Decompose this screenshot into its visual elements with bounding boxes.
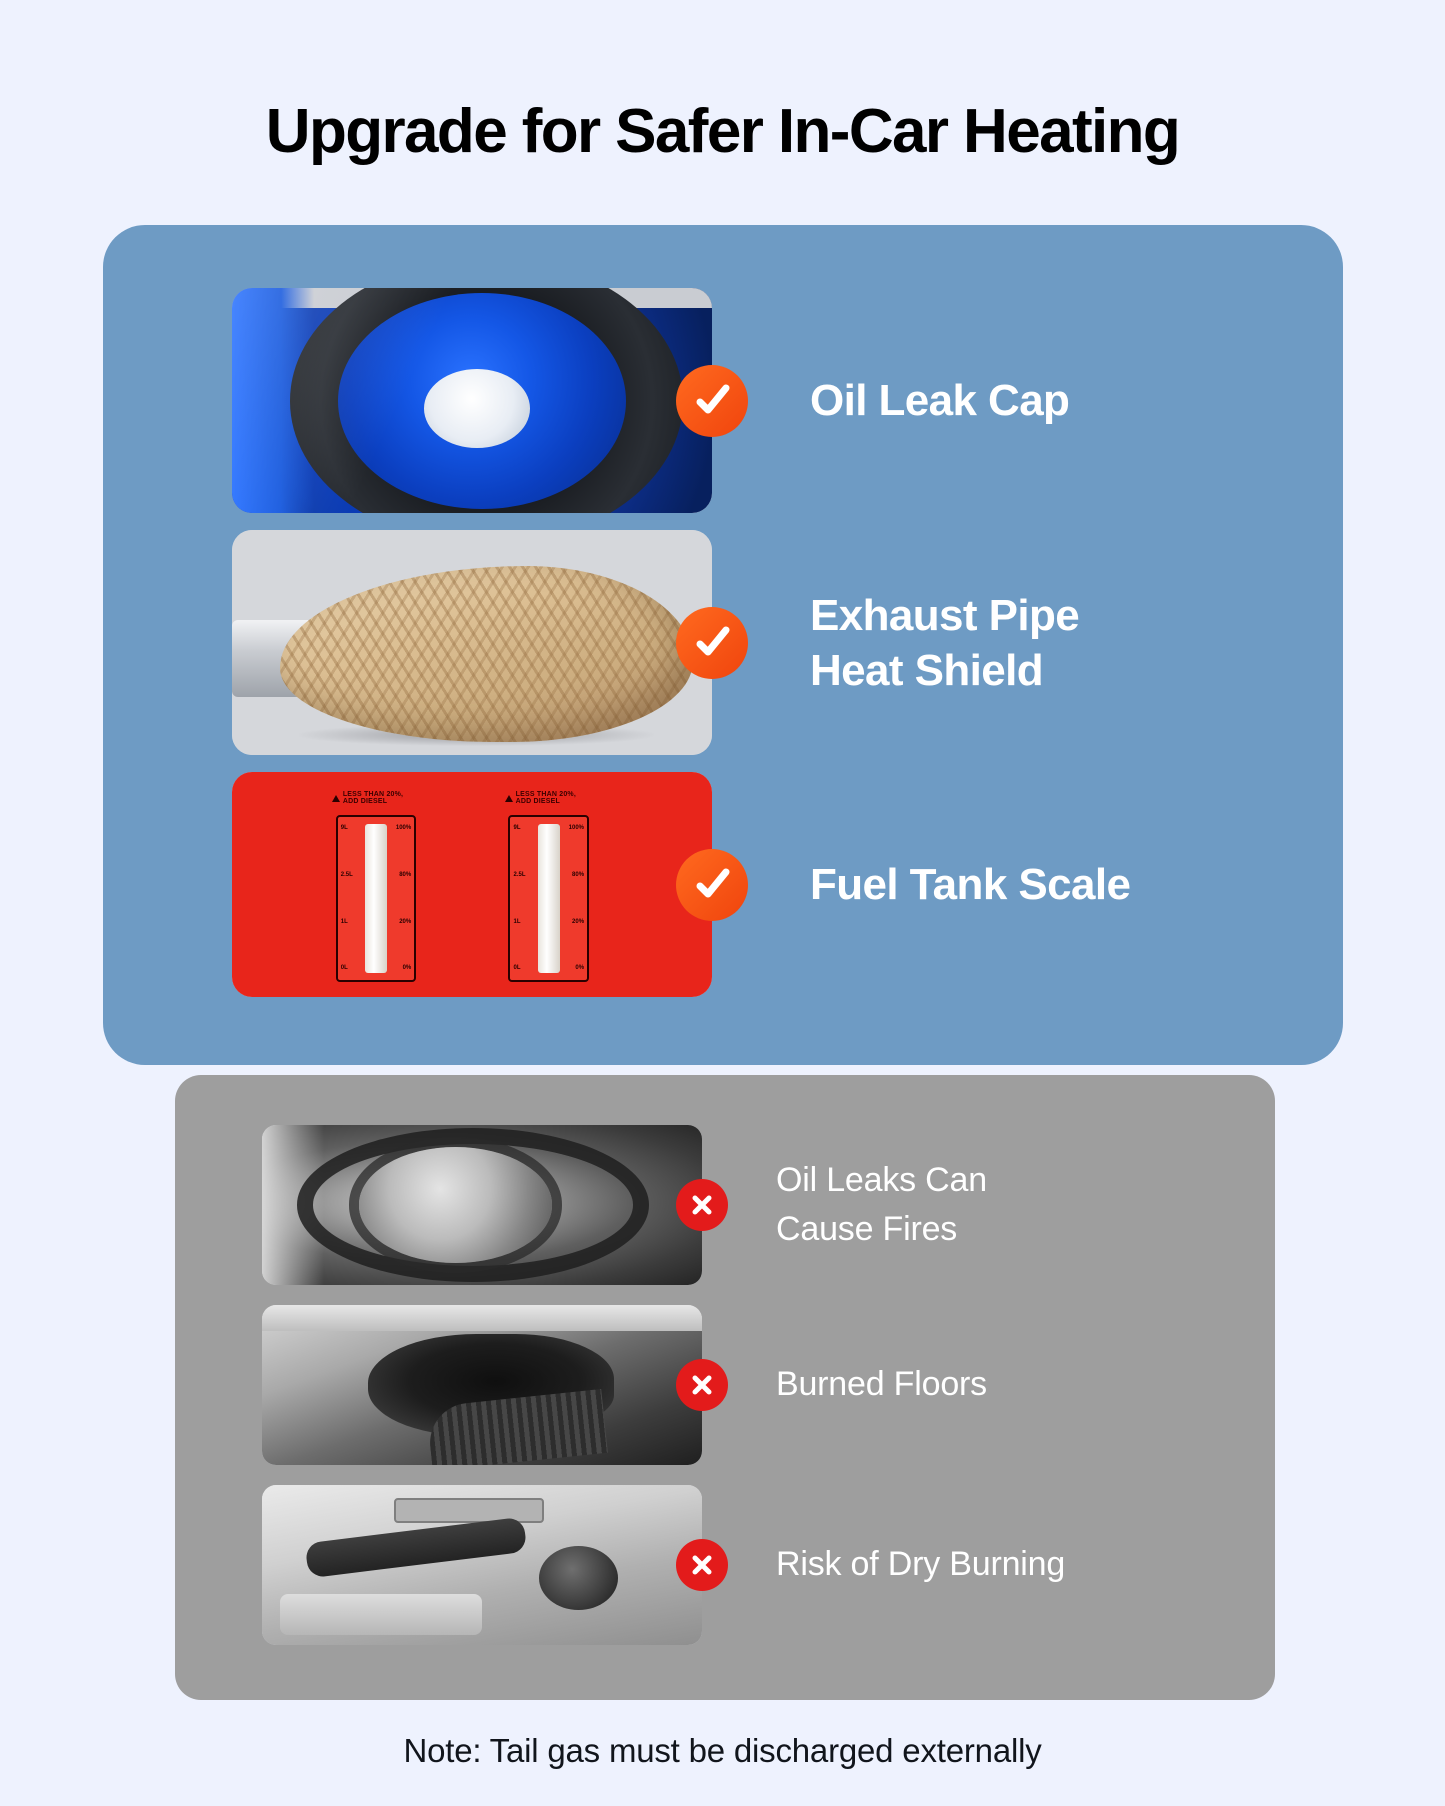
- cons-item-label-3a: Risk of Dry Burning: [776, 1545, 1066, 1584]
- check-icon: [676, 607, 748, 679]
- gauge-right-tick-3: 0%: [402, 965, 412, 972]
- gauge-right-tick-1: 80%: [399, 871, 412, 878]
- blue-oil-cap-photo: [232, 288, 712, 513]
- gauge-warning-line2: ADD DIESEL: [342, 798, 388, 806]
- x-icon: [676, 1359, 728, 1411]
- check-icon: [676, 365, 748, 437]
- gauge-left-tick-1: 2.5L: [513, 871, 526, 878]
- gauge-left-tick-2: 1L: [513, 918, 521, 925]
- burned-floor-photo: [262, 1305, 702, 1465]
- gauge-warning-line1: LESS THAN 20%,: [515, 791, 576, 799]
- gauge-right-tick-2: 20%: [572, 918, 585, 925]
- fuel-tank-knob-photo: [262, 1485, 702, 1645]
- pros-row-2: [232, 530, 1292, 755]
- cons-row-1: [262, 1125, 1162, 1285]
- fuel-tank-scale-photo: [232, 772, 712, 997]
- dirty-oil-cap-photo: [262, 1125, 702, 1285]
- gauge-right-tick-0: 100%: [568, 825, 585, 832]
- check-icon: [676, 849, 748, 921]
- x-icon: [676, 1539, 728, 1591]
- cons-item-label-1b: Cause Fires: [776, 1210, 958, 1248]
- gauge-left-tick-0: 9L: [340, 825, 348, 832]
- fuel-gauge-right: [501, 786, 597, 984]
- page-title: Upgrade for Safer In-Car Heating: [265, 97, 1180, 166]
- gauge-left-tick-3: 0L: [340, 965, 348, 972]
- gauge-right-tick-1: 80%: [572, 871, 585, 878]
- pros-item-label-1: Oil Leak Cap: [810, 376, 1070, 425]
- cons-item-label-2a: Burned Floors: [776, 1365, 987, 1404]
- exhaust-heat-shield-photo: [232, 530, 712, 755]
- pros-item-label-3: Fuel Tank Scale: [810, 860, 1131, 909]
- gauge-warning-line1: LESS THAN 20%,: [342, 791, 404, 799]
- fuel-gauge-left: [328, 786, 424, 984]
- gauge-right-tick-2: 20%: [399, 918, 412, 925]
- gauge-right-tick-3: 0%: [575, 965, 585, 972]
- gauge-left-tick-1: 2.5L: [340, 871, 353, 878]
- gauge-right-tick-0: 100%: [395, 825, 412, 832]
- footer-note: Note: Tail gas must be discharged externally: [403, 1732, 1042, 1769]
- gauge-left-tick-3: 0L: [513, 965, 521, 972]
- cons-row-2: [262, 1305, 1162, 1465]
- gauge-left-tick-2: 1L: [340, 918, 348, 925]
- gauge-left-tick-0: 9L: [513, 825, 521, 832]
- pros-row-1: [232, 288, 1292, 513]
- pros-item-label-2b: Heat Shield: [810, 645, 1044, 695]
- pros-row-3: [232, 772, 1292, 997]
- x-icon: [676, 1179, 728, 1231]
- cons-item-label-1a: Oil Leaks Can: [776, 1160, 987, 1199]
- pros-item-label-2a: Exhaust Pipe: [810, 590, 1080, 640]
- cons-row-3: [262, 1485, 1162, 1645]
- gauge-warning-line2: ADD DIESEL: [515, 798, 561, 806]
